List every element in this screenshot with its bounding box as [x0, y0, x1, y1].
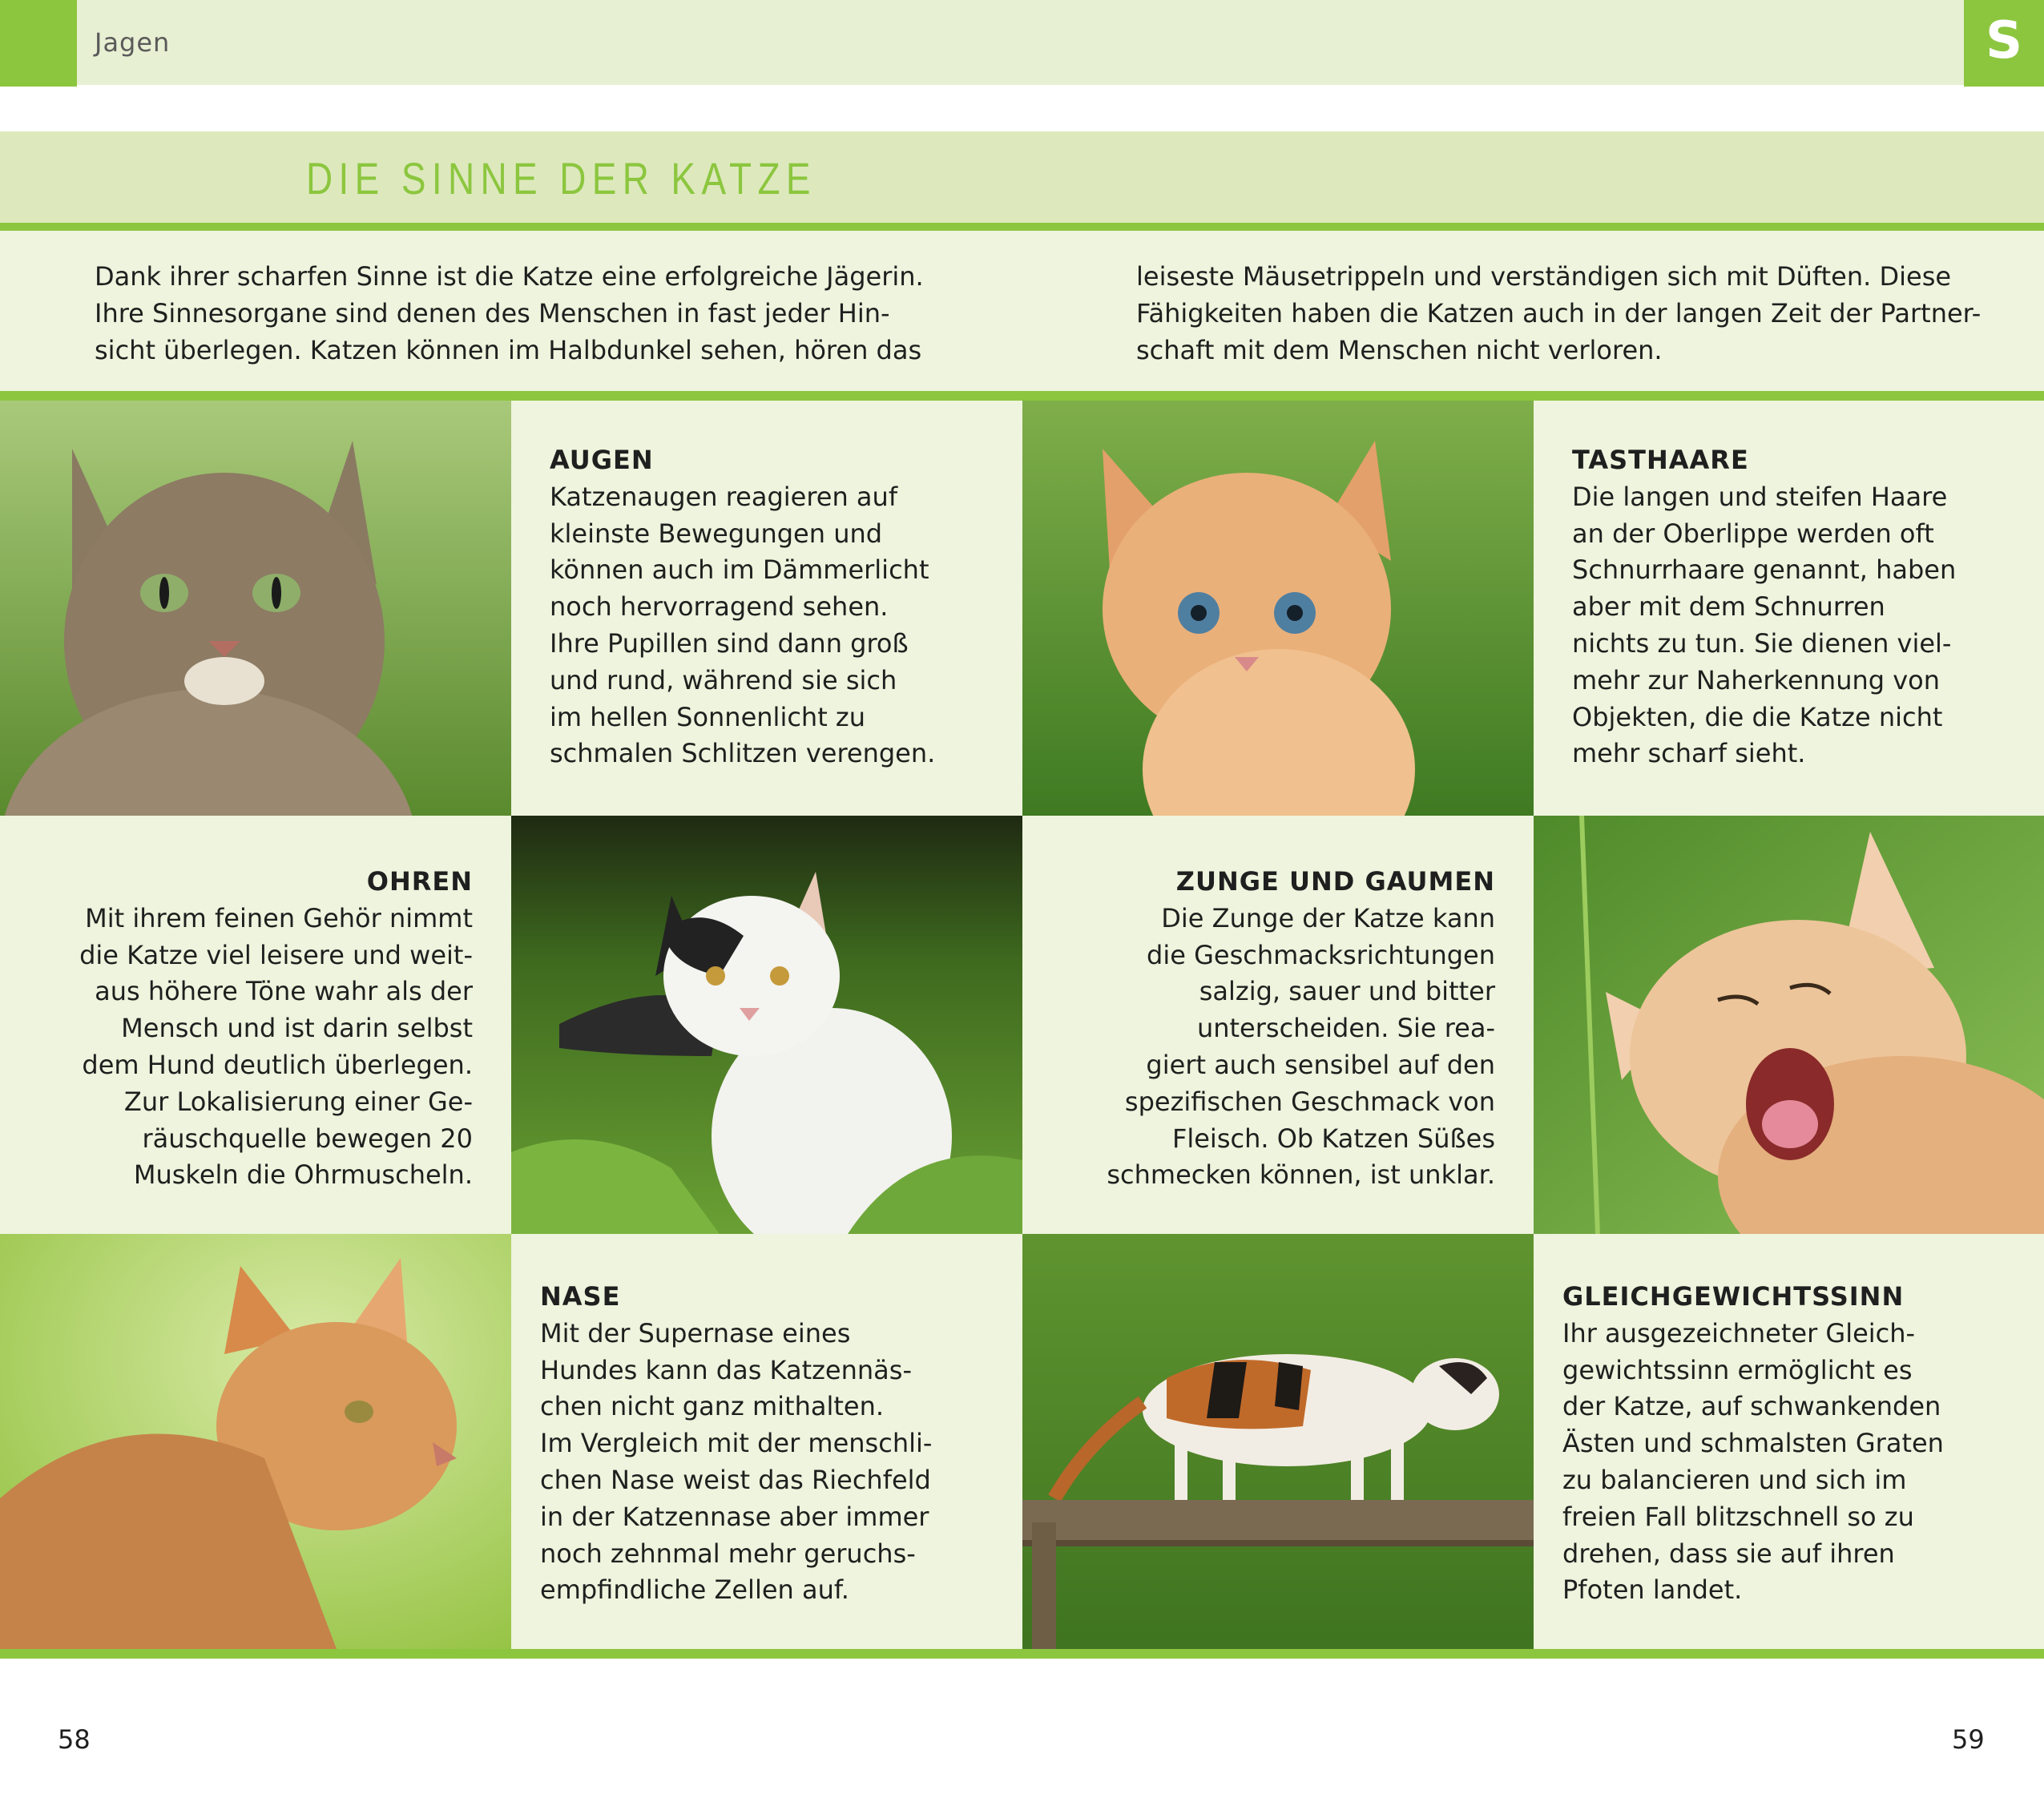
photo-black-white-cat [511, 816, 1022, 1234]
section-line: chen Nase weist das Riechfeld [540, 1464, 931, 1495]
section-line: in der Katzennase aber immer [540, 1501, 929, 1532]
intro-left-column [95, 258, 960, 369]
intro-right-column [1136, 258, 2002, 369]
title-divider [0, 223, 2044, 231]
page-title: DIE SINNE DER KATZE [306, 153, 816, 204]
section-line: Katzenaugen reagieren auf [550, 481, 898, 512]
section-line: Im Vergleich mit der menschli- [540, 1428, 933, 1459]
section-line: spezifischen Geschmack von [1124, 1086, 1495, 1117]
section-line: an der Oberlippe werden oft [1572, 518, 1934, 549]
section-line: Objekten, die die Katze nicht [1572, 701, 1943, 732]
section-ohren [0, 816, 511, 1234]
section-line: schmecken können, ist unklar. [1107, 1159, 1495, 1191]
section-heading: ZUNGE UND GAUMEN [1175, 866, 1495, 897]
section-line: und rund, während sie sich [550, 664, 897, 695]
page-number-right: 59 [1952, 1724, 1985, 1755]
section-line: empfindliche Zellen auf. [540, 1574, 849, 1606]
section-nase [511, 1234, 1022, 1649]
section-zunge-und-gaumen [1022, 816, 1534, 1234]
section-line: die Katze viel leisere und weit- [79, 939, 473, 970]
photo-calico-cat-on-fence [1022, 1234, 1534, 1649]
section-tasthaare [1534, 401, 2044, 816]
section-heading: GLEICHGEWICHTSSINN [1562, 1281, 1905, 1312]
section-line: drehen, dass sie auf ihren [1562, 1538, 1895, 1569]
section-augen [511, 401, 1022, 816]
section-heading: OHREN [366, 866, 473, 897]
intro-line: leiseste Mäusetrippeln und verständigen sich mit Düften. Diese [1136, 261, 1952, 292]
section-line: Ihre Pupillen sind dann groß [550, 627, 909, 659]
section-line: mehr scharf sieht. [1572, 738, 1806, 769]
section-line: Pfoten landet. [1562, 1574, 1743, 1606]
photo-tabby-cat-face [0, 401, 511, 816]
section-line: unterscheiden. Sie rea- [1196, 1013, 1495, 1044]
intro-divider [0, 391, 2044, 401]
intro-line: sicht überlegen. Katzen können im Halbdunkel sehen, hören das [95, 335, 922, 365]
section-line: schmalen Schlitzen verengen. [550, 738, 936, 769]
section-line: mehr zur Naherkennung von [1572, 664, 1941, 695]
section-line: Muskeln die Ohrmuscheln. [133, 1159, 473, 1191]
section-line: freien Fall blitzschnell so zu [1562, 1501, 1914, 1532]
bottom-divider [0, 1649, 2044, 1659]
section-line: Schnurrhaare genannt, haben [1572, 554, 1957, 586]
section-line: im hellen Sonnenlicht zu [550, 701, 865, 732]
chapter-label: Jagen [95, 27, 171, 58]
section-line: Zur Lokalisierung einer Ge- [123, 1086, 473, 1117]
section-heading: AUGEN [550, 445, 654, 475]
intro-line: Dank ihrer scharfen Sinne ist die Katze eine erfolgreiche Jägerin. [95, 261, 924, 292]
section-line: noch hervorragend sehen. [550, 591, 889, 623]
section-line: Die Zunge der Katze kann [1161, 902, 1495, 933]
section-line: chen nicht ganz mithalten. [540, 1391, 885, 1422]
index-letter: S [1985, 11, 2023, 71]
section-heading: NASE [540, 1281, 621, 1312]
section-line: kleinste Bewegungen und [550, 518, 883, 549]
section-gleichgewichtssinn [1534, 1234, 2044, 1649]
section-line: noch zehnmal mehr geruchs- [540, 1538, 916, 1569]
section-line: aus höhere Töne wahr als der [95, 976, 473, 1007]
photo-ginger-cat-profile [0, 1234, 511, 1649]
section-line: nichts zu tun. Sie dienen viel- [1572, 627, 1952, 659]
section-line: der Katze, auf schwankenden [1562, 1391, 1941, 1422]
section-line: die Geschmacksrichtungen [1147, 939, 1495, 970]
intro-line: Ihre Sinnesorgane sind denen des Menschen in fast jeder Hin- [95, 298, 890, 329]
section-heading: TASTHAARE [1572, 445, 1749, 475]
photo-orange-kitten [1022, 401, 1534, 816]
header-band [77, 0, 1964, 85]
page-number-left: 58 [58, 1724, 91, 1755]
section-line: giert auch sensibel auf den [1146, 1049, 1495, 1080]
section-line: Mensch und ist darin selbst [121, 1013, 473, 1044]
photo-cat-eating-grass [1534, 816, 2044, 1234]
intro-line: schaft mit dem Menschen nicht verloren. [1136, 335, 1663, 365]
section-line: Mit der Supernase eines [540, 1317, 851, 1348]
section-line: Ästen und schmalsten Graten [1562, 1428, 1944, 1459]
section-line: können auch im Dämmerlicht [550, 554, 929, 586]
section-line: Ihr ausgezeichneter Gleich- [1562, 1317, 1916, 1348]
section-line: Fleisch. Ob Katzen Süßes [1171, 1123, 1495, 1154]
section-line: räuschquelle bewegen 20 [142, 1123, 473, 1154]
header-left-tab [0, 0, 77, 87]
section-line: dem Hund deutlich überlegen. [82, 1049, 473, 1080]
intro-line: Fähigkeiten haben die Katzen auch in der langen Zeit der Partner- [1136, 298, 1982, 329]
section-line: Hundes kann das Katzennäs- [540, 1354, 912, 1385]
section-line: Mit ihrem feinen Gehör nimmt [85, 902, 473, 933]
section-line: Die langen und steifen Haare [1572, 481, 1948, 512]
section-line: salzig, sauer und bitter [1199, 976, 1495, 1007]
section-line: gewichtssinn ermöglicht es [1562, 1354, 1913, 1385]
section-line: aber mit dem Schnurren [1572, 591, 1885, 623]
section-line: zu balancieren und sich im [1562, 1464, 1907, 1495]
